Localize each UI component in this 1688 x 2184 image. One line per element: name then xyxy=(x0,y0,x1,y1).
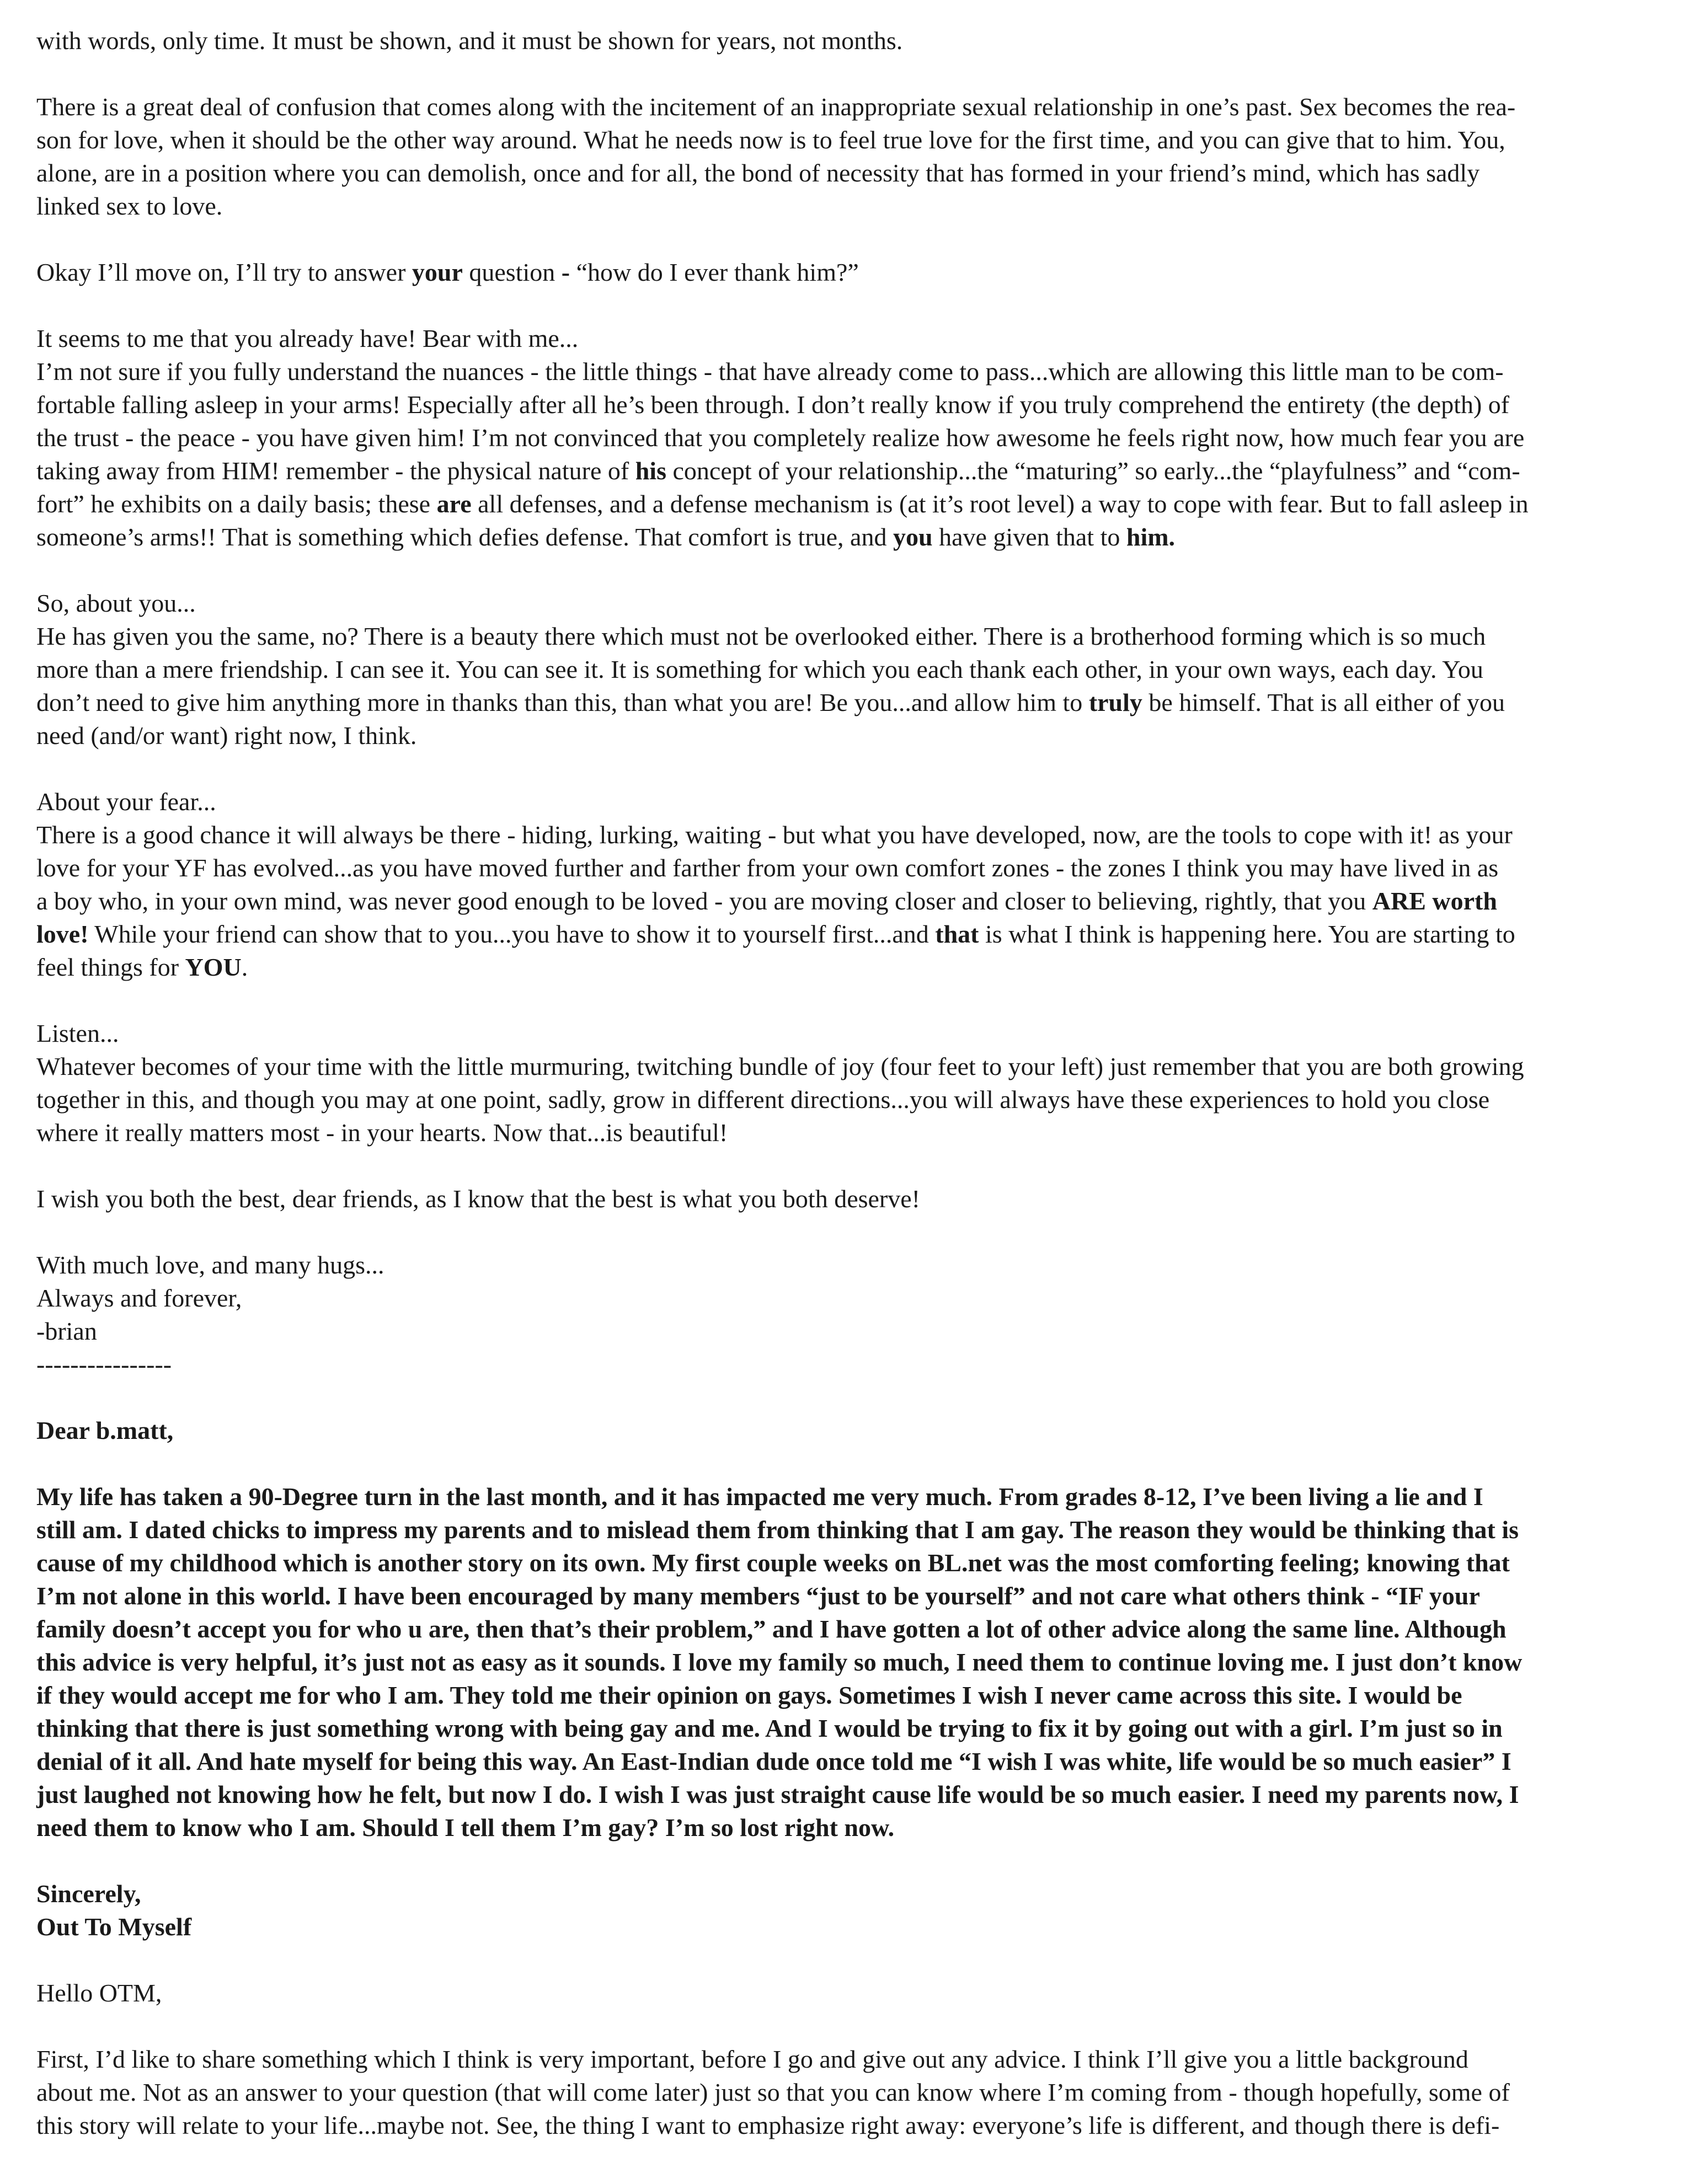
text-line xyxy=(36,1017,1649,1050)
blank-line xyxy=(36,554,1649,587)
text-line xyxy=(36,124,1649,157)
text-line xyxy=(36,852,1649,885)
text-line xyxy=(36,1083,1649,1116)
text-line-content: Listen... xyxy=(36,1019,119,1047)
text-line-content: denial of it all. And hate myself for being this way. An East-Indian dude once told me “I wish I was white, life would be so much easier” I xyxy=(36,1747,1511,1775)
text-line-content: someone’s arms!! That is something which defies defense. That comfort is true, and you have given that to him. xyxy=(36,523,1176,551)
text-line xyxy=(36,1282,1649,1315)
text-line-content: love! While your friend can show that to you...you have to show it to yourself first...and that is what I think is happening here. You are starting to xyxy=(36,920,1515,948)
text-line xyxy=(36,918,1649,951)
text-line xyxy=(36,818,1649,852)
text-line-content: feel things for YOU. xyxy=(36,953,248,981)
text-line-content: need them to know who I am. Should I tell them I’m gay? I’m so lost right now. xyxy=(36,1813,895,1842)
text-line xyxy=(36,951,1649,984)
blank-line xyxy=(36,1149,1649,1182)
text-line xyxy=(36,488,1649,521)
text-line-content: -brian xyxy=(36,1317,97,1345)
text-line xyxy=(36,1679,1649,1712)
text-line-content: still am. I dated chicks to impress my parents and to mislead them from thinking that I am gay. The reason they would be thinking that is xyxy=(36,1516,1519,1544)
text-line xyxy=(36,2109,1649,2142)
text-line xyxy=(36,355,1649,388)
text-line xyxy=(36,1348,1649,1381)
text-line xyxy=(36,388,1649,421)
text-line-content: Sincerely, xyxy=(36,1880,141,1908)
text-line xyxy=(36,1778,1649,1811)
text-line-content: love for your YF has evolved...as you have moved further and farther from your own comfort zones - the zones I think you may have lived in as xyxy=(36,854,1499,882)
text-line-content: Always and forever, xyxy=(36,1284,242,1312)
text-line xyxy=(36,1613,1649,1646)
text-line-content: There is a good chance it will always be there - hiding, lurking, waiting - but what you have developed, now, are the tools to cope with it! as your xyxy=(36,821,1513,849)
text-line-content: together in this, and though you may at one point, sadly, grow in different directions...you will always have these experiences to hold you close xyxy=(36,1085,1490,1114)
text-line xyxy=(36,1513,1649,1546)
text-line xyxy=(36,1480,1649,1513)
text-line-content: Hello OTM, xyxy=(36,1979,162,2007)
text-line xyxy=(36,587,1649,620)
blank-line xyxy=(36,1216,1649,1249)
text-line-content: just laughed not knowing how he felt, but now I do. I wish I was just straight cause life would be so much easier. I need my parents now, I xyxy=(36,1780,1519,1808)
blank-line xyxy=(36,1447,1649,1480)
blank-line xyxy=(36,984,1649,1017)
text-line xyxy=(36,1977,1649,2010)
text-line-content: linked sex to love. xyxy=(36,192,223,220)
text-line xyxy=(36,2043,1649,2076)
text-line-content: cause of my childhood which is another story on its own. My first couple weeks on BL.net was the most comforting feeling; knowing that xyxy=(36,1549,1510,1577)
text-line xyxy=(36,885,1649,918)
text-line-content: if they would accept me for who I am. They told me their opinion on gays. Sometimes I wish I never came across this site. I would be xyxy=(36,1681,1462,1709)
text-line-content: this advice is very helpful, it’s just not as easy as it sounds. I love my family so much, I need them to continue loving me. I just don’t know xyxy=(36,1648,1523,1676)
text-line-content: son for love, when it should be the other way around. What he needs now is to feel true love for the first time, and you can give that to him. You, xyxy=(36,126,1505,154)
text-line xyxy=(36,2076,1649,2109)
text-line-content: First, I’d like to share something which I think is very important, before I go and give out any advice. I think I’ll give you a little background xyxy=(36,2045,1468,2073)
text-line-content: where it really matters most - in your hearts. Now that...is beautiful! xyxy=(36,1118,728,1147)
text-line-content: So, about you... xyxy=(36,589,196,617)
text-line-content: family doesn’t accept you for who u are, then that’s their problem,” and I have gotten a lot of other advice along the same line. Although xyxy=(36,1615,1507,1643)
blank-line xyxy=(36,1844,1649,1877)
text-line-content: Out To Myself xyxy=(36,1913,192,1941)
text-line xyxy=(36,256,1649,289)
blank-line xyxy=(36,223,1649,256)
text-line-content: taking away from HIM! remember - the physical nature of his concept of your relationship...the “maturing” so early...the “playfulness” and “com- xyxy=(36,457,1520,485)
text-line xyxy=(36,1249,1649,1282)
text-line xyxy=(36,1315,1649,1348)
text-line xyxy=(36,1580,1649,1613)
text-line-content: a boy who, in your own mind, was never good enough to be loved - you are moving closer and closer to believing, rightly, that you ARE worth xyxy=(36,887,1497,915)
blank-line xyxy=(36,2010,1649,2043)
text-line xyxy=(36,620,1649,653)
text-line xyxy=(36,521,1649,554)
text-line-content: about me. Not as an answer to your question (that will come later) just so that you can know where I’m coming from - though hopefully, some of xyxy=(36,2078,1510,2106)
text-line-content: fort” he exhibits on a daily basis; these are all defenses, and a defense mechanism is (at it’s root level) a way to cope with fear. But to fall asleep in xyxy=(36,490,1529,518)
letter-text xyxy=(36,24,1649,2142)
text-line xyxy=(36,421,1649,454)
text-line xyxy=(36,1745,1649,1778)
text-line xyxy=(36,1546,1649,1580)
text-line-content: thinking that there is just something wrong with being gay and me. And I would be trying to fix it by going out with a girl. I’m just so in xyxy=(36,1714,1503,1742)
text-line-content: fortable falling asleep in your arms! Especially after all he’s been through. I don’t really know if you truly comprehend the entirety (the depth) of xyxy=(36,390,1510,419)
text-line xyxy=(36,1712,1649,1745)
text-line xyxy=(36,1116,1649,1149)
blank-line xyxy=(36,1944,1649,1977)
text-line-content: I’m not alone in this world. I have been encouraged by many members “just to be yourself” and not care what others think - “IF your xyxy=(36,1582,1480,1610)
text-line xyxy=(36,1182,1649,1216)
text-line-content: this story will relate to your life...maybe not. See, the thing I want to emphasize right away: everyone’s life is different, and though there is defi- xyxy=(36,2111,1500,2139)
text-line-content: need (and/or want) right now, I think. xyxy=(36,721,417,750)
text-line xyxy=(36,1414,1649,1447)
text-line xyxy=(36,719,1649,752)
text-line-content: I wish you both the best, dear friends, as I know that the best is what you both deserve! xyxy=(36,1185,920,1213)
text-line-content: Okay I’ll move on, I’ll try to answer your question - “how do I ever thank him?” xyxy=(36,258,859,286)
blank-line xyxy=(36,1381,1649,1414)
text-line-content: About your fear... xyxy=(36,788,216,816)
text-line-content: with words, only time. It must be shown, and it must be shown for years, not months. xyxy=(36,26,903,55)
text-line xyxy=(36,1910,1649,1944)
text-line-content: alone, are in a position where you can demolish, once and for all, the bond of necessity that has formed in your friend’s mind, which has sadly xyxy=(36,159,1480,187)
text-line xyxy=(36,157,1649,190)
text-line xyxy=(36,1050,1649,1083)
text-line xyxy=(36,190,1649,223)
text-line xyxy=(36,322,1649,355)
text-line xyxy=(36,1877,1649,1910)
text-line-content: ---------------- xyxy=(36,1350,172,1378)
text-line xyxy=(36,1646,1649,1679)
text-line-content: There is a great deal of confusion that comes along with the incitement of an inappropriate sexual relationship in one’s past. Sex becomes the rea- xyxy=(36,93,1516,121)
text-line-content: I’m not sure if you fully understand the nuances - the little things - that have already come to pass...which are allowing this little man to be com- xyxy=(36,357,1504,386)
text-line xyxy=(36,24,1649,57)
text-line xyxy=(36,686,1649,719)
text-line xyxy=(36,90,1649,124)
text-line-content: more than a mere friendship. I can see it. You can see it. It is something for which you each thank each other, in your own ways, each day. You xyxy=(36,655,1483,683)
text-line-content: don’t need to give him anything more in thanks than this, than what you are! Be you...and allow him to truly be himself. That is all either of you xyxy=(36,688,1505,716)
text-line-content: It seems to me that you already have! Bear with me... xyxy=(36,324,579,352)
text-line-content: Whatever becomes of your time with the little murmuring, twitching bundle of joy (four feet to your left) just remember that you are both growing xyxy=(36,1052,1524,1080)
text-line-content: With much love, and many hugs... xyxy=(36,1251,384,1279)
text-line xyxy=(36,454,1649,488)
text-line-content: He has given you the same, no? There is a beauty there which must not be overlooked either. There is a brotherhood forming which is so much xyxy=(36,622,1486,650)
text-line xyxy=(36,653,1649,686)
blank-line xyxy=(36,289,1649,322)
text-line-content: My life has taken a 90-Degree turn in the last month, and it has impacted me very much. From grades 8-12, I’ve been living a lie and I xyxy=(36,1482,1483,1511)
text-line xyxy=(36,785,1649,818)
text-line xyxy=(36,1811,1649,1844)
blank-line xyxy=(36,57,1649,90)
text-line-content: the trust - the peace - you have given him! I’m not convinced that you completely realize how awesome he feels right now, how much fear you are xyxy=(36,424,1525,452)
text-line-content: Dear b.matt, xyxy=(36,1416,174,1444)
blank-line xyxy=(36,752,1649,785)
